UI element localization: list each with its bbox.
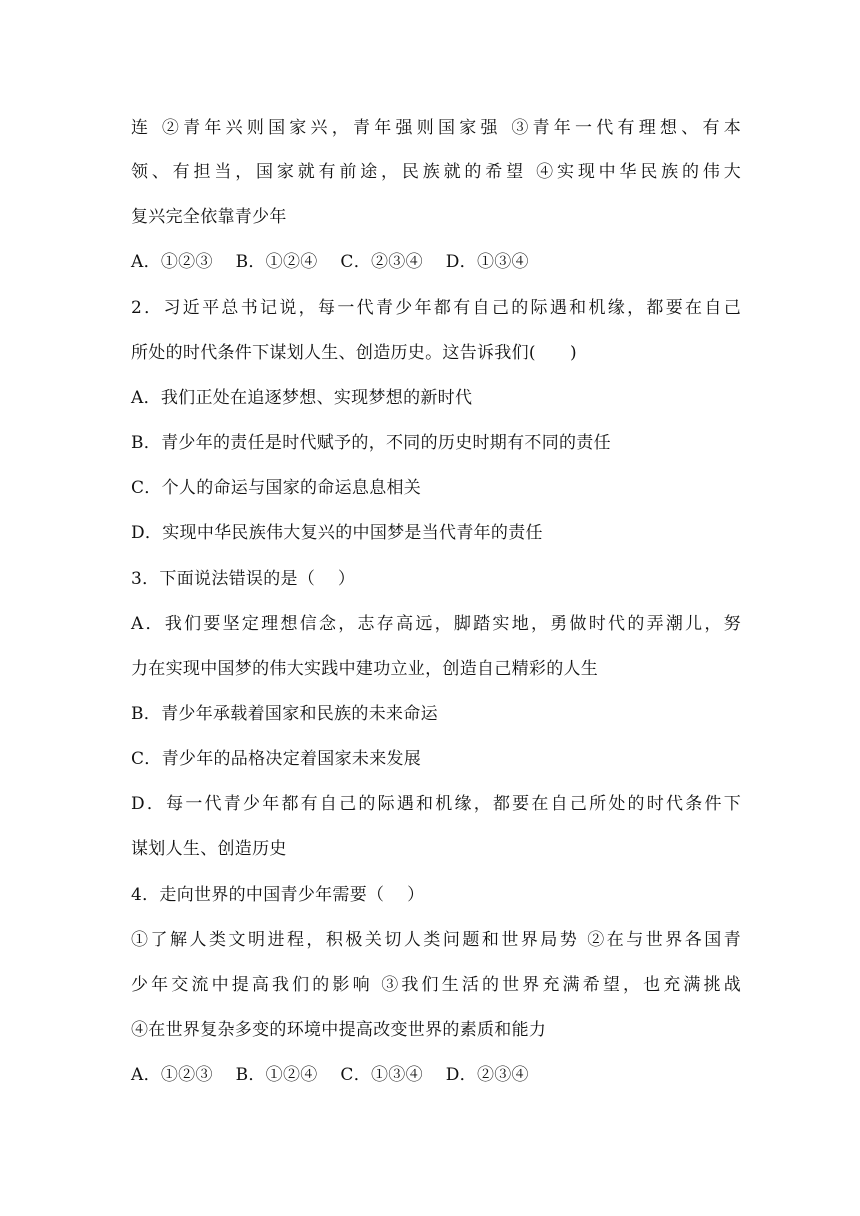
text-line: 所处的时代条件下谋划人生、创造历史。这告诉我们( )	[131, 343, 577, 363]
statement-line: ④在世界复杂多变的环境中提高改变世界的素质和能力	[131, 1020, 547, 1040]
option-a: A．我们正处在追逐梦想、实现梦想的新时代	[131, 388, 473, 408]
statement-line: 少年交流中提高我们的影响 ③我们生活的世界充满希望，也充满挑战	[131, 975, 741, 995]
option-d: D．每一代青少年都有自己的际遇和机缘，都要在自己所处的时代条件下	[131, 794, 741, 814]
text-line: 领、有担当，国家就有前途，民族就的希望 ④实现中华民族的伟大	[131, 162, 741, 182]
text-line: 谋划人生、创造历史	[131, 839, 287, 859]
text-line: 连 ②青年兴则国家兴，青年强则国家强 ③青年一代有理想、有本	[131, 118, 741, 138]
text-line: 力在实现中国梦的伟大实践中建功立业，创造自己精彩的人生	[131, 659, 599, 679]
text-line: 复兴完全依靠青少年	[131, 207, 287, 227]
option-d: D．实现中华民族伟大复兴的中国梦是当代青年的责任	[131, 523, 543, 543]
option-c: C．个人的命运与国家的命运息息相关	[131, 478, 422, 498]
option-a: A．我们要坚定理想信念，志存高远，脚踏实地，勇做时代的弄潮儿，努	[131, 614, 741, 634]
option-c: C．青少年的品格决定着国家未来发展	[131, 749, 422, 769]
question-3: 3．下面说法错误的是（ ）	[131, 569, 356, 589]
option-b: B．青少年承载着国家和民族的未来命运	[131, 704, 438, 724]
answer-options: A．①②③ B．①②④ C．②③④ D．①③④	[131, 252, 529, 272]
question-4: 4．走向世界的中国青少年需要（ ）	[131, 885, 425, 905]
statement-line: ①了解人类文明进程，积极关切人类问题和世界局势 ②在与世界各国青	[131, 930, 741, 950]
option-b: B．青少年的责任是时代赋予的，不同的历史时期有不同的责任	[131, 433, 611, 453]
answer-options: A．①②③ B．①②④ C．①③④ D．②③④	[131, 1065, 529, 1085]
question-2: 2．习近平总书记说，每一代青少年都有自己的际遇和机缘，都要在自己	[131, 298, 741, 318]
